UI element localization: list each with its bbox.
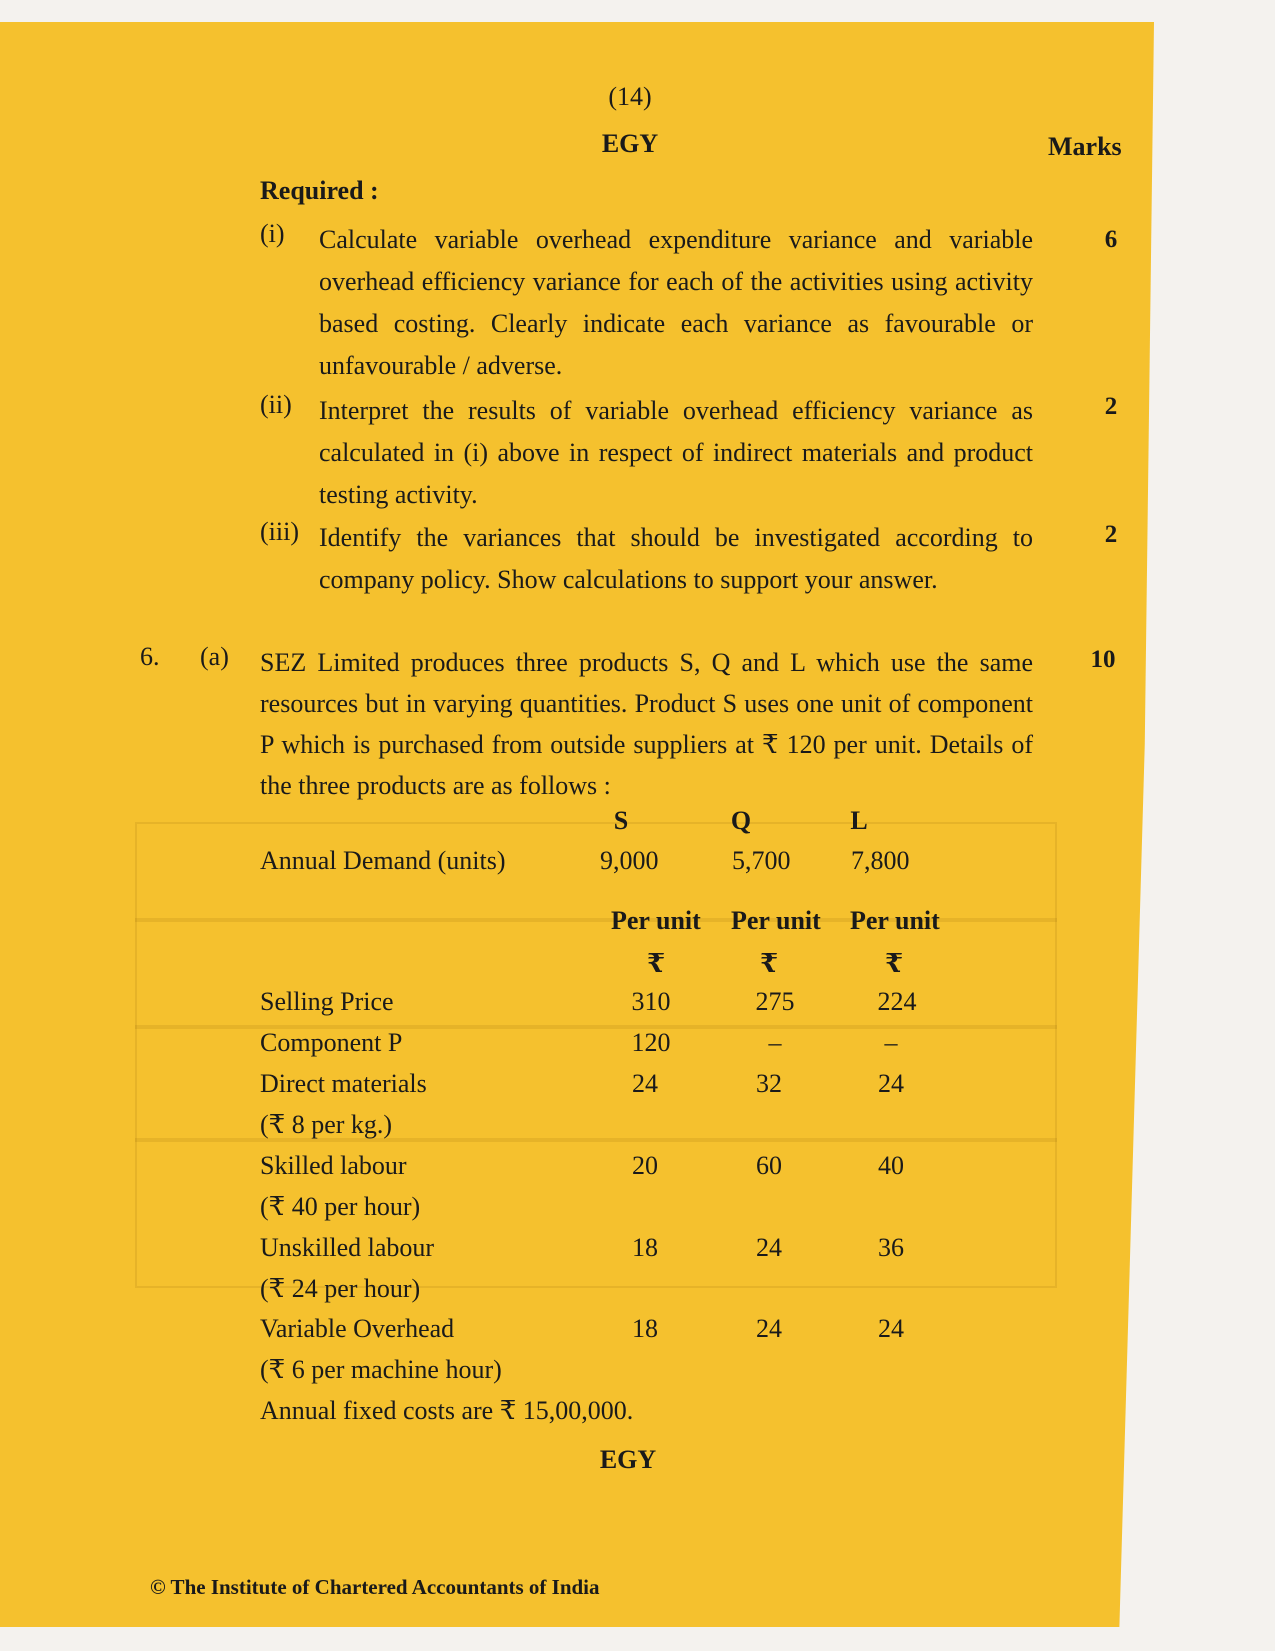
- row-label: Skilled labour: [260, 1151, 407, 1180]
- page-number: (14): [608, 82, 652, 111]
- required-item-marks: 6: [1104, 226, 1118, 253]
- fixed-costs-note: Annual fixed costs are ₹ 15,00,000.: [260, 1396, 634, 1425]
- row-value-l: 40: [878, 1151, 904, 1180]
- row-value-s: 120: [631, 1028, 671, 1057]
- row-value-l: 24: [878, 1314, 904, 1343]
- row-label: Direct materials: [260, 1069, 427, 1098]
- paper-code-top: EGY: [601, 129, 659, 158]
- footer-copyright: © The Institute of Chartered Accountants of India: [150, 1575, 600, 1599]
- required-item-num: (iii): [260, 517, 299, 546]
- row-sublabel: (₹ 40 per hour): [260, 1192, 421, 1221]
- column-header-s: S: [613, 806, 629, 835]
- row-value-q: 275: [755, 987, 795, 1016]
- row-sublabel: (₹ 24 per hour): [260, 1274, 421, 1303]
- column-header-l: L: [850, 806, 868, 835]
- question-part: (a): [200, 642, 229, 671]
- row-value-s: 18: [632, 1314, 658, 1343]
- row-value-q: 24: [756, 1233, 782, 1262]
- row-value-q: 60: [756, 1151, 782, 1180]
- per-unit-header: Per unit: [731, 906, 821, 935]
- row-value-q: 32: [756, 1069, 782, 1098]
- required-heading: Required :: [260, 176, 379, 205]
- row-value-s: 310: [631, 987, 671, 1016]
- currency-symbol: ₹: [759, 949, 779, 978]
- demand-label: Annual Demand (units): [260, 846, 506, 875]
- paper-code-bottom: EGY: [599, 1445, 657, 1474]
- demand-value: 9,000: [600, 846, 659, 875]
- row-value-q: 24: [756, 1314, 782, 1343]
- per-unit-header: Per unit: [611, 906, 701, 935]
- demand-value: 5,700: [732, 846, 791, 875]
- column-header-q: Q: [730, 806, 752, 835]
- row-sublabel: (₹ 8 per kg.): [260, 1110, 393, 1139]
- required-item-marks: 2: [1104, 393, 1118, 420]
- row-value-l: 36: [878, 1233, 904, 1262]
- row-value-l: 224: [877, 987, 917, 1016]
- currency-symbol: ₹: [646, 949, 666, 978]
- marks-header: Marks: [1048, 132, 1122, 161]
- question-number: 6.: [140, 642, 160, 671]
- row-value-q: –: [768, 1028, 782, 1057]
- row-value-s: 18: [632, 1233, 658, 1262]
- row-value-s: 24: [632, 1069, 658, 1098]
- question-marks: 10: [1090, 646, 1116, 673]
- row-label: Unskilled labour: [260, 1233, 435, 1262]
- per-unit-header: Per unit: [850, 906, 940, 935]
- question-intro: SEZ Limited produces three products S, Q and L which use the same resources but in varying quantities. Product S uses one unit of component P which is purchased from outside suppliers at ₹ 120 per unit. Details of the three products are as follows :: [260, 648, 1033, 800]
- required-item-marks: 2: [1104, 521, 1118, 548]
- row-value-l: –: [884, 1028, 898, 1057]
- required-item-text: Calculate variable overhead expenditure variance and variable overhead efficiency variance for each of the activities using activity based costing. Clearly indicate each variance as favourable or unfavourable / adverse.: [319, 225, 1033, 380]
- required-item-text: Interpret the results of variable overhead efficiency variance as calculated in (i) above in respect of indirect materials and product testing activity.: [319, 396, 1033, 509]
- currency-symbol: ₹: [884, 949, 904, 978]
- row-label: Variable Overhead: [260, 1314, 455, 1343]
- demand-value: 7,800: [851, 846, 910, 875]
- row-sublabel: (₹ 6 per machine hour): [260, 1355, 502, 1384]
- row-value-s: 20: [632, 1151, 658, 1180]
- row-value-l: 24: [878, 1069, 904, 1098]
- row-label: Selling Price: [260, 987, 394, 1016]
- required-item-num: (i): [260, 219, 285, 248]
- required-item-num: (ii): [260, 390, 292, 419]
- row-label: Component P: [260, 1028, 403, 1057]
- required-item-text: Identify the variances that should be investigated according to company policy. Show calculations to support your answer.: [319, 523, 1033, 594]
